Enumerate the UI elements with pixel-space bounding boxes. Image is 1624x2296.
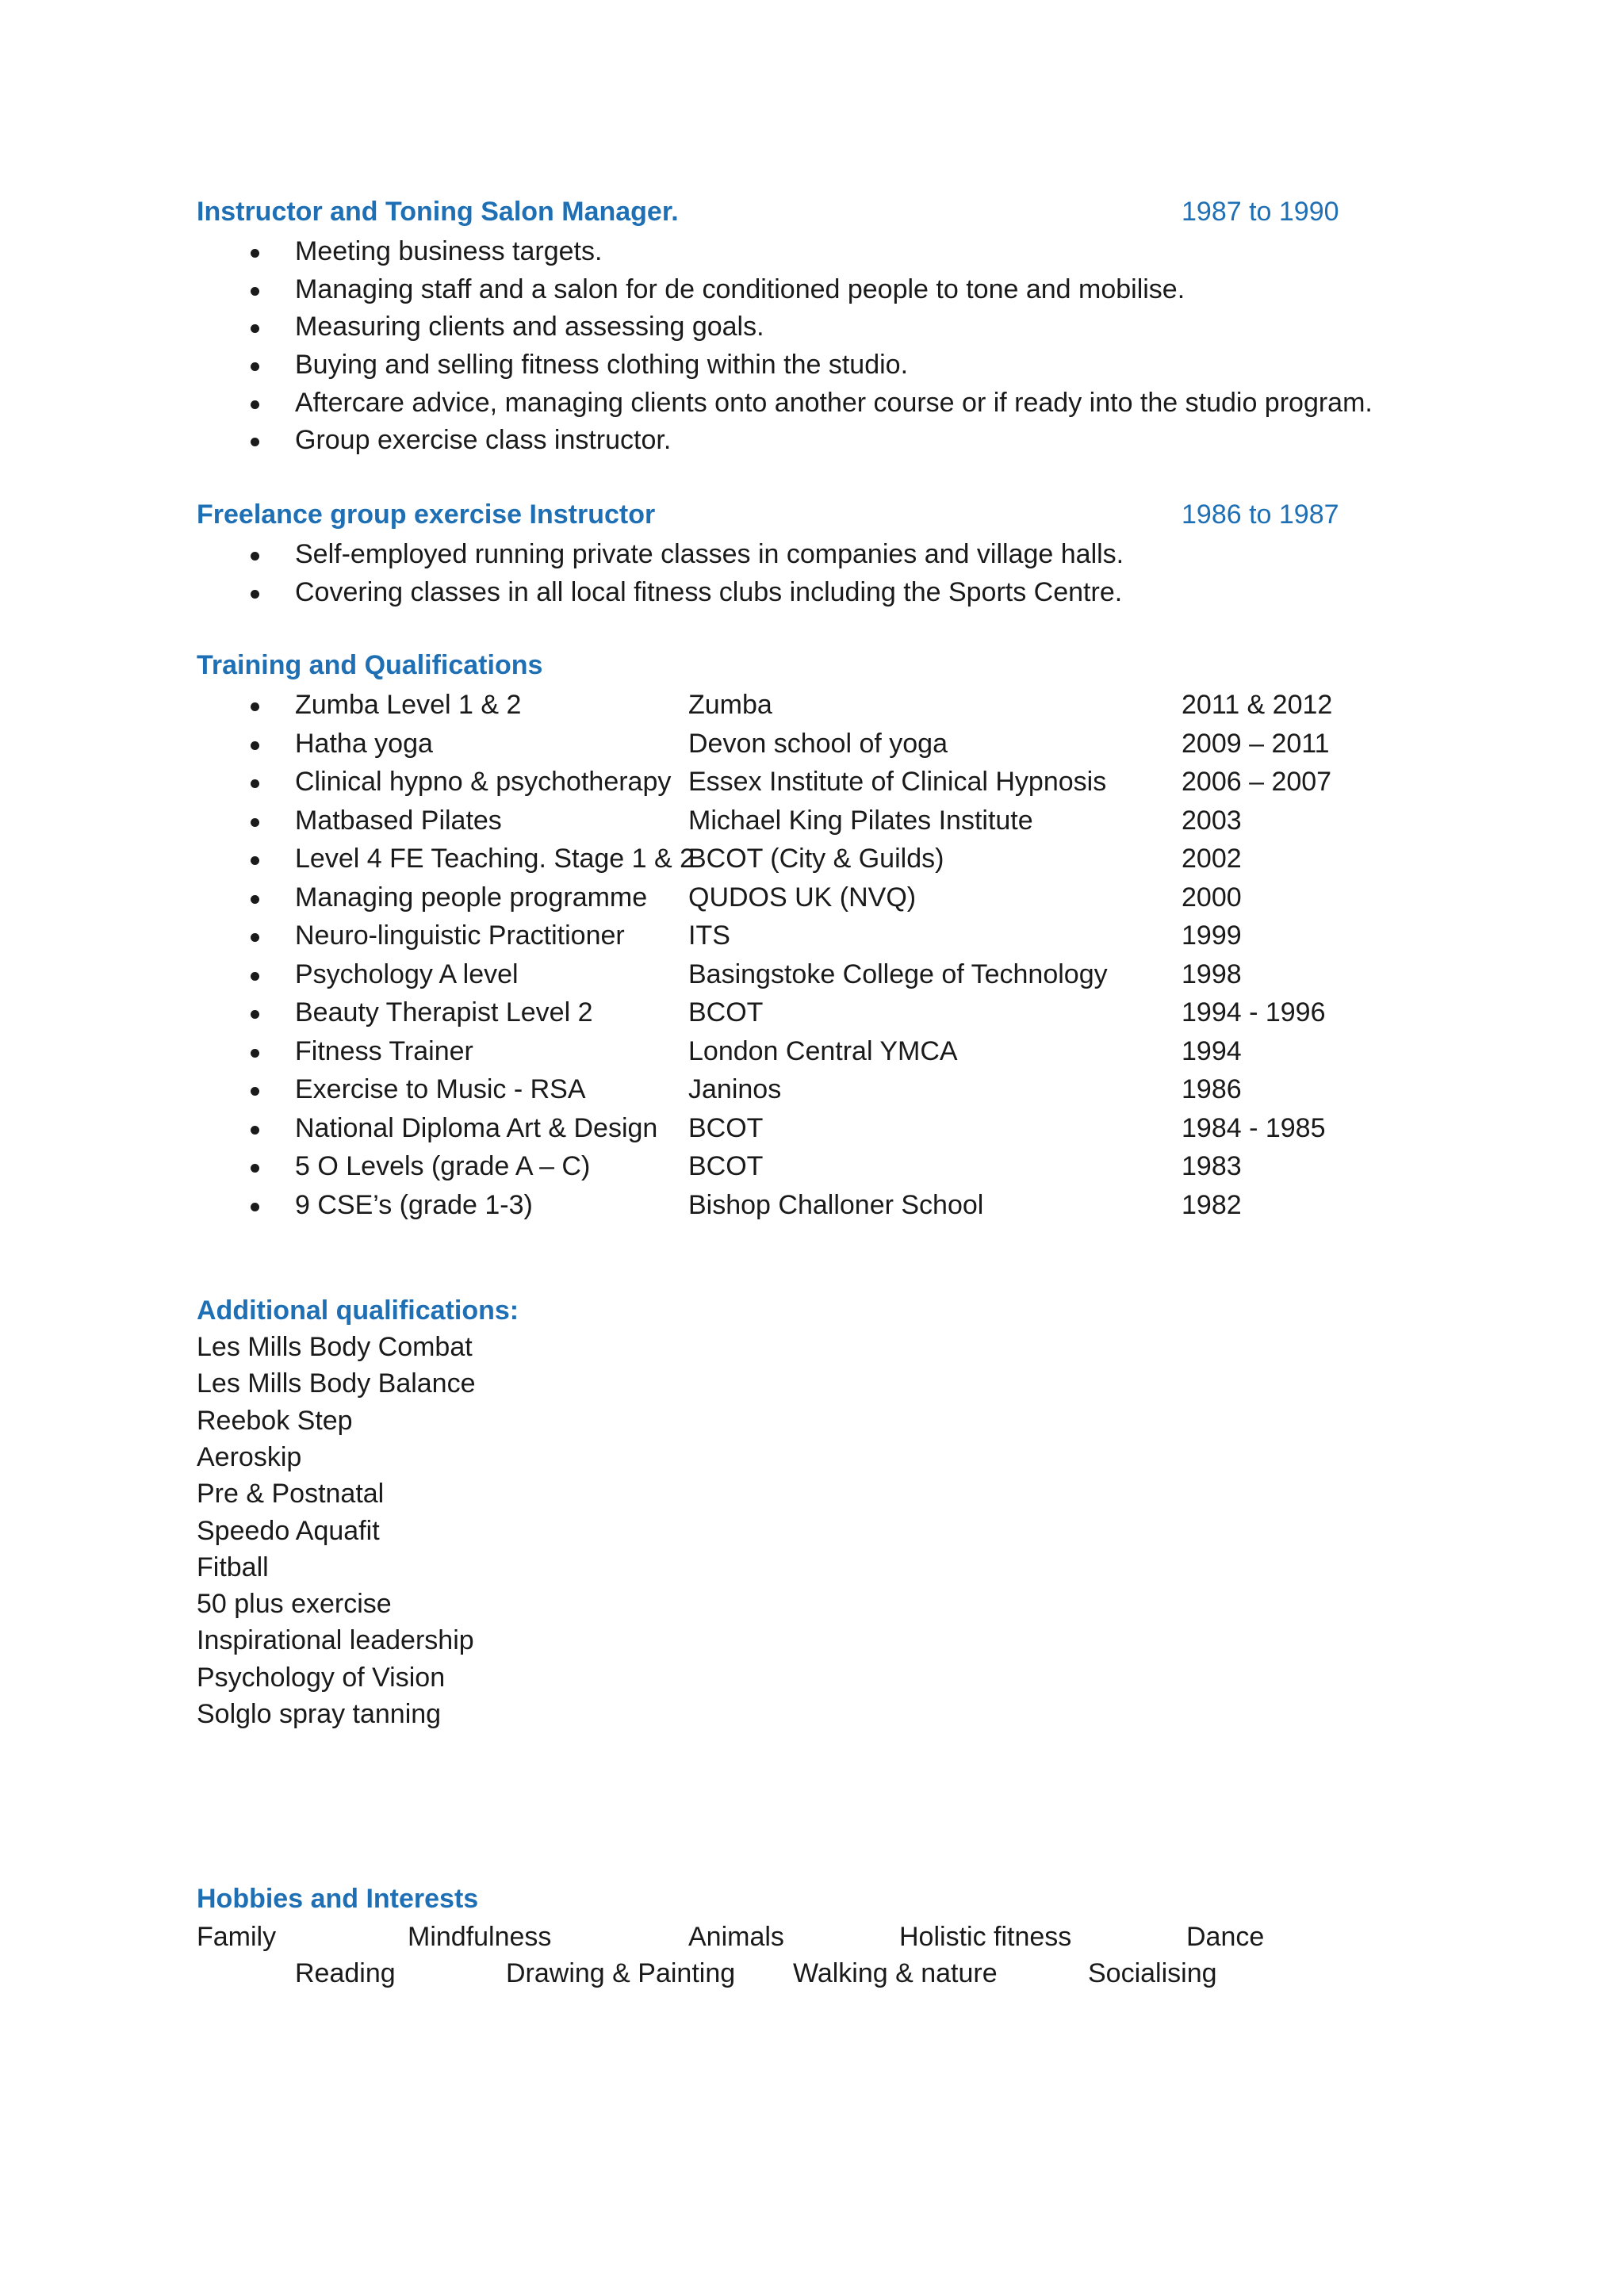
course-name: 9 CSE’s (grade 1-3) xyxy=(295,1189,533,1220)
course-name: Fitness Trainer xyxy=(295,1035,473,1066)
list-item: Speedo Aquafit xyxy=(197,1515,380,1546)
bullet-icon xyxy=(251,972,259,981)
bullet-text: Buying and selling fitness clothing within the studio. xyxy=(295,350,909,380)
course-year: 2009 – 2011 xyxy=(1182,728,1330,759)
list-item: Les Mills Body Balance xyxy=(197,1368,476,1399)
bullet-icon xyxy=(251,818,259,827)
course-name: Beauty Therapist Level 2 xyxy=(295,997,593,1027)
course-name: Hatha yoga xyxy=(295,728,433,759)
list-item: Les Mills Body Combat xyxy=(197,1332,473,1362)
course-name: Psychology A level xyxy=(295,959,519,989)
bullet-icon xyxy=(251,249,259,258)
bullet-text: Covering classes in all local fitness clubs including the Sports Centre. xyxy=(295,577,1123,607)
course-provider: BCOT xyxy=(688,997,764,1027)
course-provider: Basingstoke College of Technology xyxy=(688,959,1108,989)
bullet-icon xyxy=(251,362,259,371)
course-name: 5 O Levels (grade A – C) xyxy=(295,1151,591,1181)
hobbies-heading: Hobbies and Interests xyxy=(197,1884,479,1914)
bullet-text: Managing staff and a salon for de conditioned people to tone and mobilise. xyxy=(295,274,1185,304)
bullet-icon xyxy=(251,1203,259,1211)
course-provider: ITS xyxy=(688,920,730,951)
course-year: 2006 – 2007 xyxy=(1182,767,1332,797)
bullet-icon xyxy=(251,324,259,333)
course-provider: Michael King Pilates Institute xyxy=(688,805,1033,836)
hobby-item: Dance xyxy=(1186,1922,1265,1952)
course-name: National Diploma Art & Design xyxy=(295,1112,658,1143)
course-year: 1999 xyxy=(1182,920,1242,951)
list-item: Inspirational leadership xyxy=(197,1625,474,1656)
hobby-item: Walking & nature xyxy=(793,1958,998,1988)
hobby-item: Family xyxy=(197,1922,277,1952)
list-item: Pre & Postnatal xyxy=(197,1479,385,1510)
bullet-text: Group exercise class instructor. xyxy=(295,425,672,455)
bullet-icon xyxy=(251,552,259,561)
course-provider: BCOT xyxy=(688,1151,764,1181)
job-dates: 1987 to 1990 xyxy=(1182,197,1339,227)
hobby-item: Socialising xyxy=(1088,1958,1217,1988)
job-title: Instructor and Toning Salon Manager. xyxy=(197,197,679,227)
course-year: 1994 - 1996 xyxy=(1182,997,1326,1027)
additional-heading: Additional qualifications: xyxy=(197,1295,519,1326)
course-provider: Zumba xyxy=(688,690,772,720)
list-item: Fitball xyxy=(197,1552,269,1582)
bullet-text: Self-employed running private classes in companies and village halls. xyxy=(295,539,1124,569)
course-year: 1983 xyxy=(1182,1151,1242,1181)
course-year: 2003 xyxy=(1182,805,1242,836)
job-title: Freelance group exercise Instructor xyxy=(197,499,656,530)
course-name: Clinical hypno & psychotherapy xyxy=(295,767,672,797)
bullet-text: Aftercare advice, managing clients onto another course or if ready into the studio program. xyxy=(295,388,1373,418)
course-provider: Bishop Challoner School xyxy=(688,1189,984,1220)
bullet-icon xyxy=(251,741,259,750)
course-year: 1982 xyxy=(1182,1189,1242,1220)
bullet-icon xyxy=(251,1087,259,1096)
bullet-icon xyxy=(251,287,259,296)
hobby-item: Animals xyxy=(688,1922,784,1952)
course-provider: Devon school of yoga xyxy=(688,728,948,759)
course-provider: BCOT (City & Guilds) xyxy=(688,844,944,874)
course-provider: Essex Institute of Clinical Hypnosis xyxy=(688,767,1107,797)
bullet-icon xyxy=(251,1126,259,1135)
course-year: 2011 & 2012 xyxy=(1182,690,1333,720)
course-year: 1994 xyxy=(1182,1035,1242,1066)
course-year: 1984 - 1985 xyxy=(1182,1112,1326,1143)
course-year: 1998 xyxy=(1182,959,1242,989)
course-provider: Janinos xyxy=(688,1074,782,1104)
course-name: Zumba Level 1 & 2 xyxy=(295,690,522,720)
bullet-icon xyxy=(251,590,259,599)
bullet-icon xyxy=(251,702,259,711)
bullet-icon xyxy=(251,1049,259,1058)
course-provider: QUDOS UK (NVQ) xyxy=(688,882,917,913)
course-year: 2000 xyxy=(1182,882,1242,913)
course-provider: BCOT xyxy=(688,1112,764,1143)
course-provider: London Central YMCA xyxy=(688,1035,958,1066)
bullet-icon xyxy=(251,779,259,788)
bullet-icon xyxy=(251,438,259,446)
job-dates: 1986 to 1987 xyxy=(1182,499,1339,530)
list-item: 50 plus exercise xyxy=(197,1589,392,1620)
bullet-icon xyxy=(251,400,259,409)
course-name: Managing people programme xyxy=(295,882,648,913)
hobby-item: Reading xyxy=(295,1958,396,1988)
course-year: 1986 xyxy=(1182,1074,1242,1104)
course-name: Neuro-linguistic Practitioner xyxy=(295,920,625,951)
course-name: Level 4 FE Teaching. Stage 1 & 2 xyxy=(295,844,695,874)
list-item: Solglo spray tanning xyxy=(197,1699,442,1729)
list-item: Reebok Step xyxy=(197,1405,353,1436)
bullet-icon xyxy=(251,933,259,942)
hobby-item: Drawing & Painting xyxy=(506,1958,736,1988)
bullet-icon xyxy=(251,1010,259,1019)
course-name: Matbased Pilates xyxy=(295,805,502,836)
bullet-icon xyxy=(251,895,259,904)
list-item: Psychology of Vision xyxy=(197,1662,446,1693)
hobby-item: Mindfulness xyxy=(408,1922,552,1952)
training-heading: Training and Qualifications xyxy=(197,650,543,680)
bullet-text: Meeting business targets. xyxy=(295,236,603,266)
course-year: 2002 xyxy=(1182,844,1242,874)
list-item: Aeroskip xyxy=(197,1441,302,1472)
hobby-item: Holistic fitness xyxy=(899,1922,1072,1952)
bullet-icon xyxy=(251,1164,259,1173)
bullet-icon xyxy=(251,856,259,865)
bullet-text: Measuring clients and assessing goals. xyxy=(295,312,764,342)
course-name: Exercise to Music - RSA xyxy=(295,1074,586,1104)
